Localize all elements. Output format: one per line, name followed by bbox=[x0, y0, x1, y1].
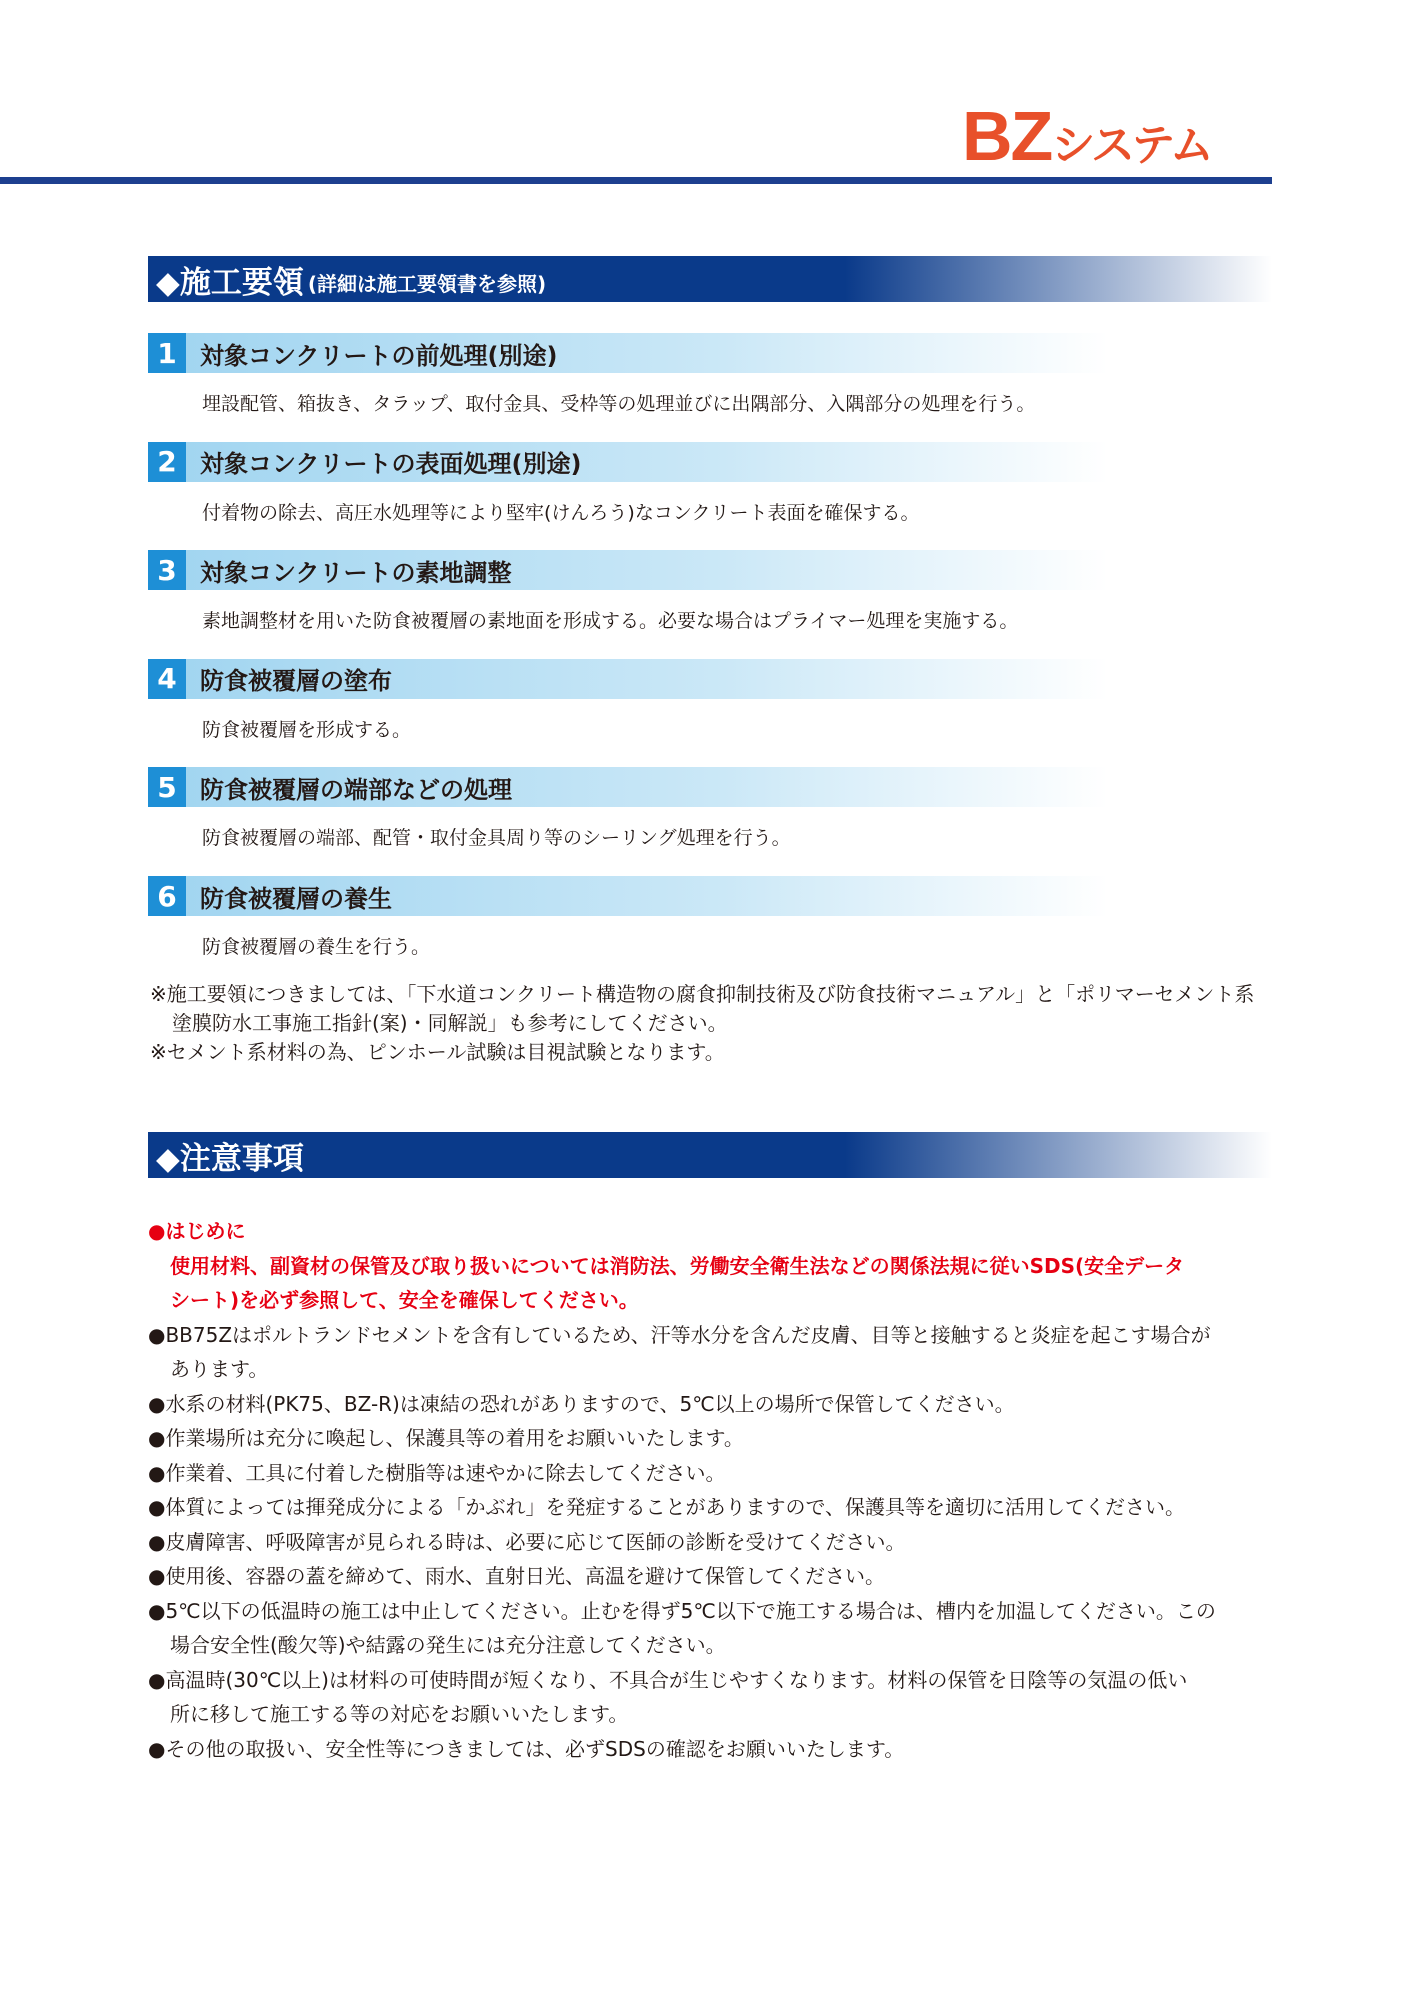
section-title: ◆注意事項 bbox=[156, 1140, 304, 1177]
caution-item bbox=[148, 1732, 1278, 1767]
note-line: ※施工要領につきましては、「下水道コンクリート構造物の腐食抑制技術及び防食技術マニュアル」と「ポリマーセメント系 bbox=[150, 982, 1255, 1006]
logo-bz: BZ bbox=[962, 97, 1052, 175]
step-bar bbox=[148, 659, 1108, 699]
step-title: 対象コンクリートの前処理(別途) bbox=[200, 341, 558, 370]
step-title: 対象コンクリートの素地調整 bbox=[200, 558, 512, 587]
step-number: 3 bbox=[148, 550, 186, 590]
step-description: 防食被覆層の端部、配管・取付金具周り等のシーリング処理を行う。 bbox=[202, 827, 791, 850]
intro-text: シート)を必ず参照して、安全を確保してください。 bbox=[170, 1288, 639, 1312]
caution-item bbox=[148, 1490, 1278, 1525]
caution-line: ●5℃以下の低温時の施工は中止してください。止むを得ず5℃以下で施工する場合は、槽内を加温してください。この bbox=[148, 1598, 1216, 1623]
caution-line: 所に移して施工する等の対応をお願いいたします。 bbox=[170, 1702, 629, 1726]
step-title: 防食被覆層の養生 bbox=[200, 884, 392, 913]
step-number: 2 bbox=[148, 442, 186, 482]
step-title: 対象コンクリートの表面処理(別途) bbox=[200, 450, 582, 479]
step-bar bbox=[148, 876, 1108, 916]
caution-line: ●体質によっては揮発成分による「かぶれ」を発症することがありますので、保護具等を適切に活用してください。 bbox=[148, 1495, 1186, 1519]
intro-heading: ●はじめに bbox=[148, 1219, 246, 1243]
step-description: 防食被覆層の養生を行う。 bbox=[202, 936, 431, 958]
caution-item bbox=[148, 1456, 1278, 1491]
step-number: 4 bbox=[148, 659, 186, 699]
step-bar bbox=[148, 442, 1108, 482]
caution-line: ●高温時(30℃以上)は材料の可使時間が短くなり、不具合が生じやすくなります。材料の保管を日陰等の気温の低い bbox=[148, 1667, 1188, 1692]
caution-item bbox=[148, 1663, 1278, 1732]
section-header-procedure bbox=[148, 256, 1272, 302]
caution-line: ●その他の取扱い、安全性等につきましては、必ずSDSの確認をお願いいたします。 bbox=[148, 1736, 905, 1761]
section-subtitle: (詳細は施工要領書を参照) bbox=[307, 271, 547, 296]
step-number: 1 bbox=[148, 333, 186, 373]
step-item bbox=[148, 876, 1108, 959]
caution-item bbox=[148, 1525, 1278, 1560]
caution-line: ●使用後、容器の蓋を締めて、雨水、直射日光、高温を避けて保管してください。 bbox=[148, 1564, 886, 1588]
step-description: 防食被覆層を形成する。 bbox=[202, 718, 412, 741]
caution-item bbox=[148, 1387, 1278, 1422]
step-item bbox=[148, 442, 1108, 525]
step-bar bbox=[148, 767, 1108, 807]
section-header-cautions bbox=[148, 1132, 1272, 1178]
caution-item bbox=[148, 1594, 1278, 1663]
caution-line: ●作業着、工具に付着した樹脂等は速やかに除去してください。 bbox=[148, 1460, 726, 1485]
step-item bbox=[148, 333, 1108, 416]
step-item bbox=[148, 550, 1108, 633]
caution-line: ●水系の材料(PK75、BZ-R)は凍結の恐れがありますので、5℃以上の場所で保管してください。 bbox=[148, 1391, 1015, 1416]
step-title: 防食被覆層の端部などの処理 bbox=[200, 775, 512, 804]
caution-line: ●皮膚障害、呼吸障害が見られる時は、必要に応じて医師の診断を受けてください。 bbox=[148, 1529, 906, 1554]
caution-line: 場合安全性(酸欠等)や結露の発生には充分注意してください。 bbox=[170, 1633, 726, 1657]
step-description: 付着物の除去、高圧水処理等により堅牢(けんろう)なコンクリート表面を確保する。 bbox=[202, 501, 920, 524]
caution-item bbox=[148, 1421, 1278, 1456]
step-number: 6 bbox=[148, 876, 186, 916]
caution-item bbox=[148, 1318, 1278, 1387]
section-title: ◆施工要領 bbox=[156, 264, 304, 301]
step-item bbox=[148, 659, 1108, 742]
step-description: 素地調整材を用いた防食被覆層の素地面を形成する。必要な場合はプライマー処理を実施する。 bbox=[202, 610, 1019, 633]
step-item bbox=[148, 767, 1108, 850]
step-number: 5 bbox=[148, 767, 186, 807]
header-rule bbox=[0, 177, 1272, 184]
brand-logo bbox=[962, 96, 1211, 176]
note-line: 塗膜防水工事施工指針(案)・同解説」も参考にしてください。 bbox=[172, 1011, 728, 1035]
note-line: ※セメント系材料の為、ピンホール試験は目視試験となります。 bbox=[150, 1040, 725, 1064]
step-title: 防食被覆層の塗布 bbox=[200, 667, 392, 696]
step-bar bbox=[148, 550, 1108, 590]
caution-line: あります。 bbox=[170, 1357, 269, 1381]
caution-line: ●BB75Zはポルトランドセメントを含有しているため、汗等水分を含んだ皮膚、目等と接触すると炎症を起こす場合が bbox=[148, 1322, 1211, 1347]
logo-system: システム bbox=[1051, 120, 1211, 171]
caution-list bbox=[148, 1214, 1278, 1766]
step-bar bbox=[148, 333, 1108, 373]
procedure-notes bbox=[150, 980, 1280, 1067]
intro-text: 使用材料、副資材の保管及び取り扱いについては消防法、労働安全衛生法などの関係法規に従いSDS(安全データ bbox=[170, 1253, 1185, 1278]
caution-line: ●作業場所は充分に喚起し、保護具等の着用をお願いいたします。 bbox=[148, 1426, 744, 1450]
step-description: 埋設配管、箱抜き、タラップ、取付金具、受枠等の処理並びに出隅部分、入隅部分の処理を行う。 bbox=[202, 393, 1036, 415]
caution-item bbox=[148, 1559, 1278, 1594]
